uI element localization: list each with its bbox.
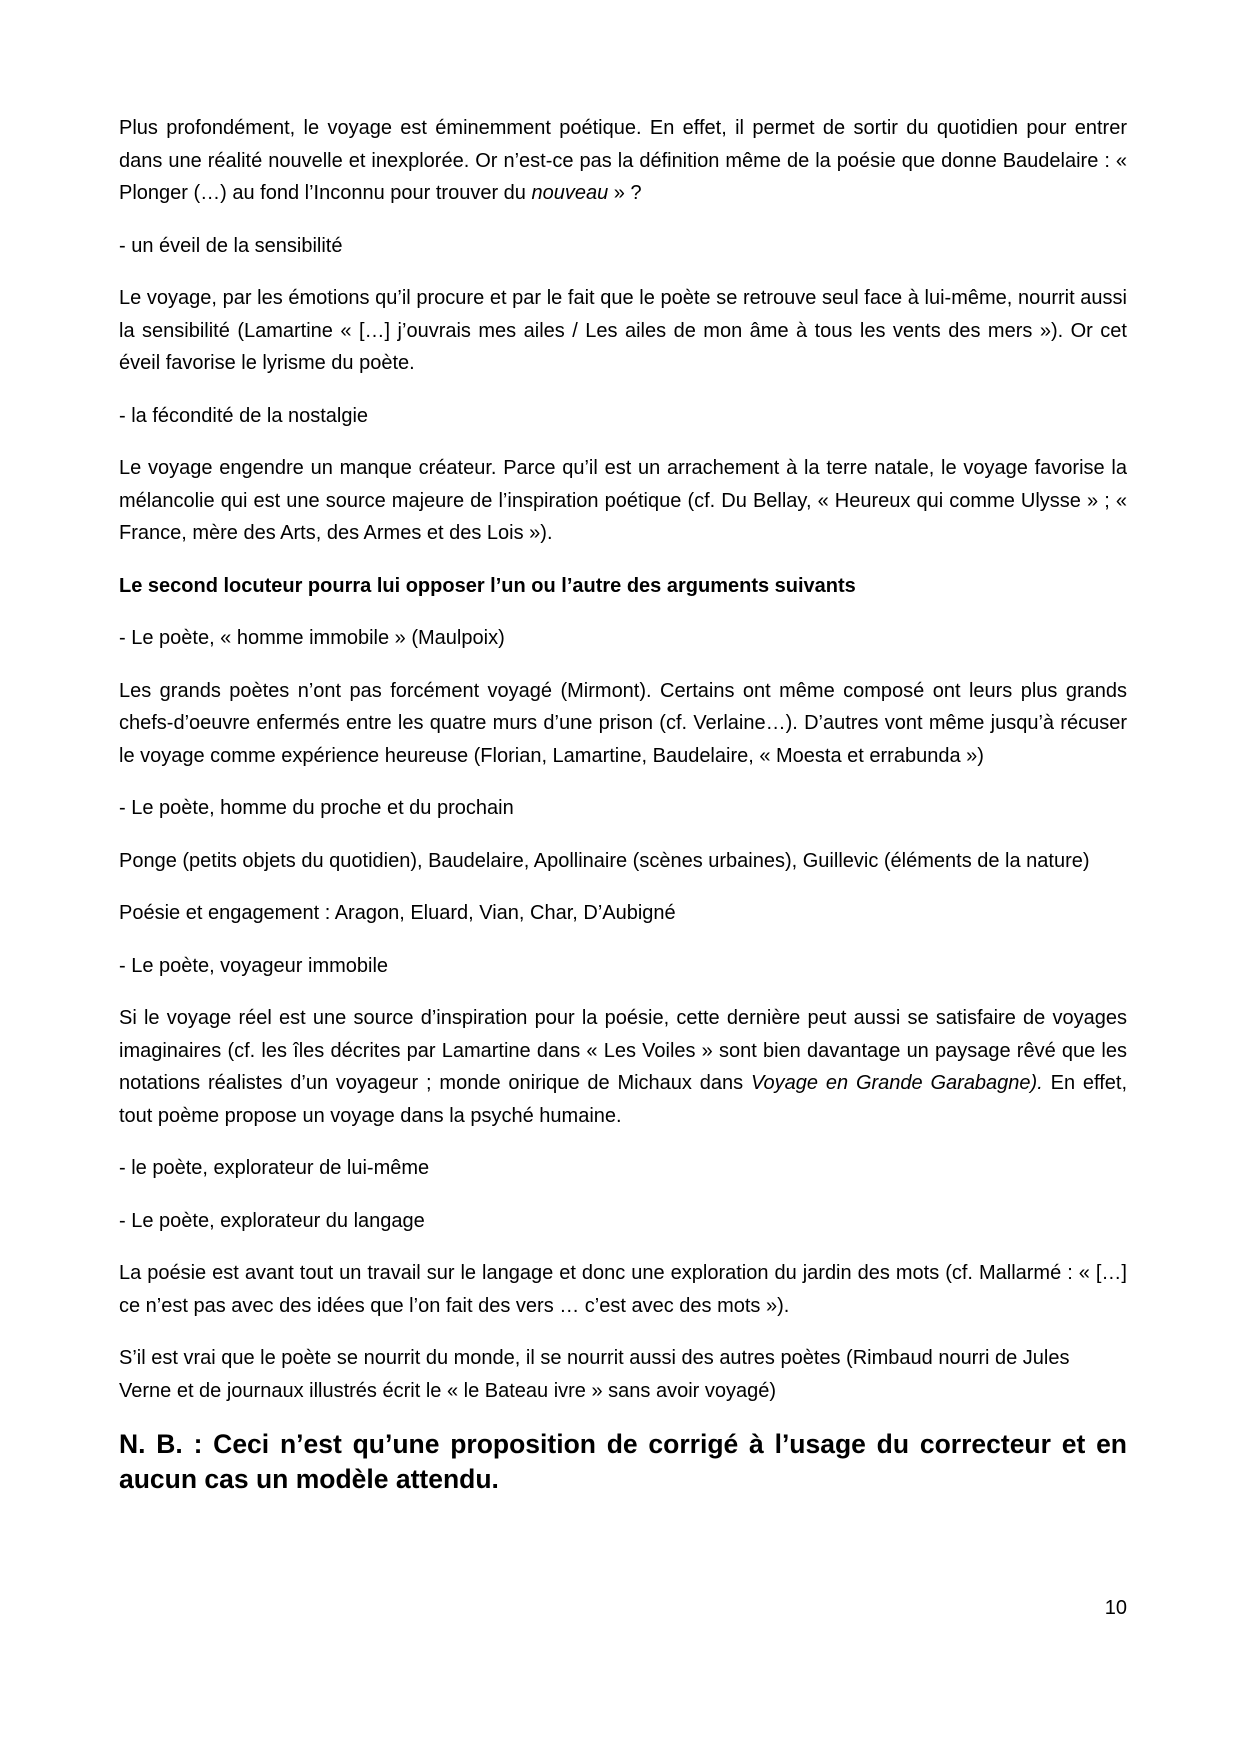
paragraph [119, 845, 1127, 878]
text-segment: - Le poète, explorateur du langage [119, 1209, 425, 1232]
italic-text: nouveau [531, 182, 609, 204]
paragraph [119, 282, 1127, 380]
list-item [119, 950, 1127, 983]
text-segment: - Le poète, « homme immobile » (Maulpoix) [119, 627, 505, 649]
closing-note: N. B. : Ceci n’est qu’une proposition de corrigé à l’usage du correcteur et en aucun cas un modèle attendu. [119, 1429, 1127, 1494]
text-segment: Le second locuteur pourra lui opposer l’un ou l’autre des arguments suivants [119, 574, 856, 597]
list-item [119, 1342, 1127, 1407]
text-segment: Les grands poètes n’ont pas forcément voyagé (Mirmont). Certains ont même composé ont leurs plus grands chefs-d’oeuvre enfermés entre les quatre murs d’une prison (cf. Verlaine…). D’autres vont même jusqu’à récuser le voyage comme expérience heureuse (Florian, Lamartine, Baudelaire, « Moesta et errabunda ») [119, 679, 1127, 767]
text-segment: La poésie est avant tout un travail sur le langage et donc une exploration du jardin des mots (cf. Mallarmé : « […] ce n’est pas avec des idées que l’on fait des vers … c’est avec des mots »). [119, 1262, 1127, 1317]
text-segment: En effet, tout poème propose un voyage dans la psyché humaine. [119, 1072, 1128, 1127]
text-segment: Le voyage engendre un manque créateur. Parce qu’il est un arrachement à la terre natale, le voyage favorise la mélancolie qui est une source majeure de l’inspiration poétique (cf. Du Bellay, « Heureux qui comme Ulysse » ; « France, mère des Arts, des Armes et des Lois »). [119, 457, 1127, 544]
list-item [119, 792, 1127, 825]
text-segment: - le poète, explorateur de lui-même [119, 1157, 430, 1179]
list-item [119, 1205, 1127, 1238]
paragraph [119, 452, 1127, 550]
paragraph [119, 675, 1127, 773]
italic-text: Voyage en Grande Garabagne). [750, 1072, 1043, 1094]
list-item [119, 230, 1127, 263]
document-body [119, 112, 1127, 1517]
paragraph [119, 1257, 1127, 1322]
text-segment: Si le voyage réel est une source d’inspiration pour la poésie, cette dernière peut aussi se satisfaire de voyages imaginaires (cf. les îles décrites par Lamartine dans « Les Voiles » sont bien davantage un paysage rêvé que les notations réalistes d’un voyageur ; monde onirique de Michaux dans [119, 1007, 1127, 1094]
list-item [119, 1152, 1127, 1185]
text-segment: Poésie et engagement : Aragon, Eluard, Vian, Char, D’Aubigné [119, 902, 676, 924]
list-item [119, 897, 1127, 930]
text-segment: » ? [608, 182, 642, 204]
text-segment: - Le poète, voyageur immobile [119, 954, 389, 977]
text-segment: - un éveil de la sensibilité [119, 234, 343, 257]
list-item [119, 400, 1127, 433]
text-segment: Ponge (petits objets du quotidien), Baudelaire, Apollinaire (scènes urbaines), Guillevic (éléments de la nature) [119, 849, 1090, 872]
text-segment: S’il est vrai que le poète se nourrit du monde, il se nourrit aussi des autres poètes (Rimbaud nourri de Jules Verne et de journaux illustrés écrit le « le Bateau ivre » sans avoir voyagé) [119, 1347, 1070, 1402]
page-number: 10 [1104, 1597, 1127, 1619]
text-segment: - la fécondité de la nostalgie [119, 404, 369, 427]
list-item [119, 622, 1127, 655]
paragraph [119, 1002, 1127, 1132]
section-heading [119, 570, 1127, 603]
text-segment: Plus profondément, le voyage est éminemment poétique. En effet, il permet de sortir du quotidien pour entrer dans une réalité nouvelle et inexplorée. Or n’est-ce pas la définition même de la poésie que donne Baudelaire : « Plonger (…) au fond l’Inconnu pour trouver du [119, 117, 1127, 204]
text-segment: - Le poète, homme du proche et du prochain [119, 797, 514, 819]
paragraph [119, 112, 1127, 210]
text-segment: Le voyage, par les émotions qu’il procure et par le fait que le poète se retrouve seul face à lui-même, nourrit aussi la sensibilité (Lamartine « […] j’ouvrais mes ailes / Les ailes de mon âme à tous les vents des mers »). Or cet éveil favorise le lyrisme du poète. [119, 287, 1127, 374]
